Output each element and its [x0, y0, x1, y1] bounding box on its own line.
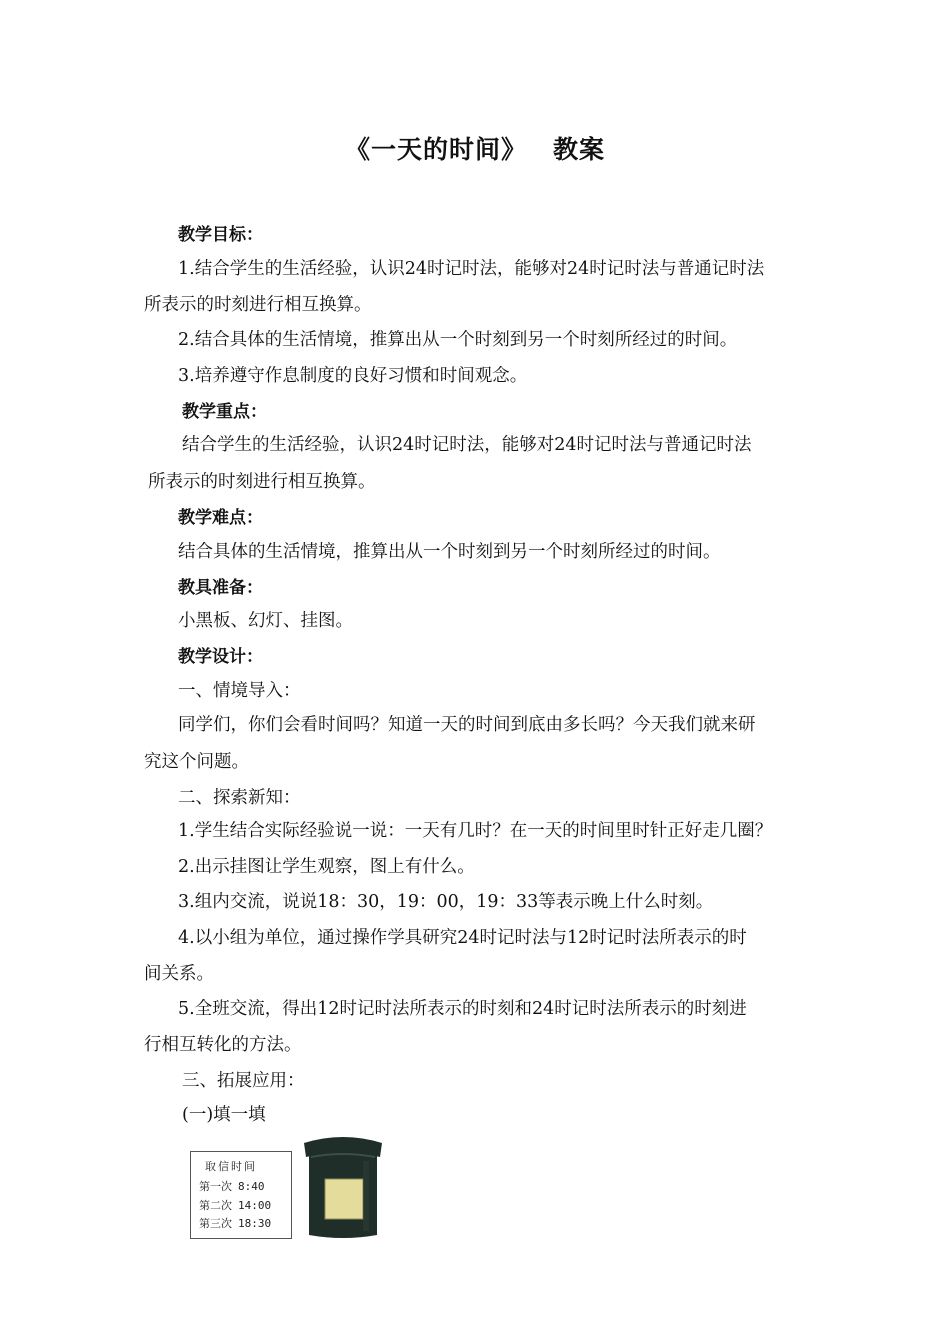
paragraph-line: 所表示的时刻进行相互换算。	[144, 295, 372, 315]
paragraph-line: 结合学生的生活经验，认识24时记时法，能够对24时记时法与普通记时法	[182, 435, 752, 455]
paragraph-line: 所表示的时刻进行相互换算。	[148, 472, 376, 492]
pickup-label: 第三次	[199, 1217, 232, 1230]
sub-heading: (一)填一填	[182, 1105, 266, 1125]
paragraph-line: 1.学生结合实际经验说一说：一天有几时？在一天的时间里时针正好走几圈？	[178, 821, 773, 841]
pickup-row	[199, 1197, 271, 1213]
paragraph-line: 结合具体的生活情境，推算出从一个时刻到另一个时刻所经过的时间。	[178, 542, 721, 562]
mailbox-image	[303, 1135, 383, 1241]
paragraph-line: 小黑板、幻灯、挂图。	[178, 611, 353, 631]
paragraph-line: 行相互转化的方法。	[144, 1035, 302, 1055]
paragraph-line: 5.全班交流，得出12时记时法所表示的时刻和24时记时法所表示的时刻进	[178, 999, 747, 1019]
pickup-time-title: 取信时间	[205, 1160, 257, 1173]
paragraph-line: 4.以小组为单位，通过操作学具研究24时记时法与12时记时法所表示的时	[178, 928, 747, 948]
pickup-time: 18:30	[238, 1217, 272, 1230]
title-main: 《一天的时间》	[344, 135, 527, 164]
section-heading: 三、拓展应用：	[182, 1071, 305, 1091]
pickup-row	[199, 1178, 265, 1194]
paragraph-line: 2.出示挂图让学生观察，图上有什么。	[178, 857, 475, 877]
paragraph-line: 3.组内交流，说说18：30，19：00，19：33等表示晚上什么时刻。	[178, 892, 714, 912]
paragraph-line: 同学们，你们会看时间吗？知道一天的时间到底由多长吗？今天我们就来研	[178, 715, 756, 735]
title-suffix: 教案	[553, 135, 606, 164]
pickup-time: 14:00	[238, 1199, 272, 1212]
pickup-time-card	[190, 1151, 292, 1239]
pickup-label: 第二次	[199, 1199, 232, 1212]
pickup-label: 第一次	[199, 1180, 232, 1193]
paragraph-line: 3.培养遵守作息制度的良好习惯和时间观念。	[178, 366, 528, 386]
heading-materials: 教具准备：	[178, 578, 263, 598]
paragraph-line: 间关系。	[144, 964, 214, 984]
paragraph-line: 2.结合具体的生活情境，推算出从一个时刻到另一个时刻所经过的时间。	[178, 330, 738, 350]
mailbox-icon	[303, 1135, 383, 1241]
pickup-time: 8:40	[238, 1180, 265, 1193]
heading-key-points: 教学重点：	[182, 402, 267, 422]
section-heading: 一、情境导入：	[178, 681, 301, 701]
pickup-row	[199, 1215, 271, 1231]
paragraph-line: 1.结合学生的生活经验，认识24时记时法，能够对24时记时法与普通记时法	[178, 259, 765, 279]
paragraph-line: 究这个问题。	[144, 752, 249, 772]
heading-objectives: 教学目标：	[178, 225, 263, 245]
section-heading: 二、探索新知：	[178, 788, 301, 808]
heading-difficulties: 教学难点：	[178, 508, 263, 528]
document-title	[0, 130, 950, 166]
heading-design: 教学设计：	[178, 647, 263, 667]
